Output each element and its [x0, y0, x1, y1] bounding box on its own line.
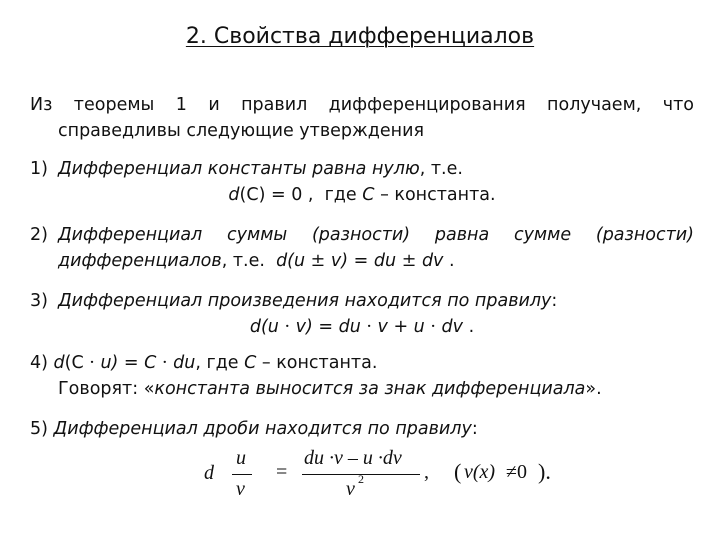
item-5-number: 5) [30, 419, 48, 439]
item-2-text: Дифференциал суммы (разности) равна сумме (разности) [58, 225, 694, 245]
item-5 [30, 416, 694, 442]
intro-line2: справедливы следующие утверждения [58, 121, 424, 141]
item-3-text: Дифференциал произведения находится по правилу [58, 291, 552, 311]
item-4-u: u) = C [100, 353, 157, 373]
item-3-formula-rhs: dv [441, 317, 463, 337]
quotient-d: d [204, 462, 214, 484]
item-4-where: , где [195, 353, 239, 373]
dot-operator: · [161, 353, 168, 373]
item-1-formula-c: C [362, 185, 375, 205]
quotient-denominator: v [346, 478, 355, 500]
quotient-formula [200, 446, 600, 506]
item-2-formula-lhs: d(u [276, 251, 306, 271]
item-3-formula-dot: . [468, 317, 475, 337]
dot-operator: · [430, 317, 436, 337]
quotient-numerator: du ·v – u ·dv [304, 447, 402, 469]
item-1-formula-d: d [228, 185, 240, 205]
item-2-formula-dot: . [448, 251, 455, 271]
item-4-tail: – константа. [261, 353, 378, 373]
item-4 [30, 350, 694, 376]
item-4-du: du [173, 353, 196, 373]
item-1-text: Дифференциал константы равна нулю [58, 159, 420, 179]
condition-open: ( [454, 459, 462, 484]
quotient-comma: , [424, 461, 429, 483]
condition-vx: v(x) [464, 461, 496, 483]
item-3-suffix: : [551, 291, 558, 311]
item-2-line2-rest: , т.е. [221, 251, 265, 271]
fraction-bar [232, 474, 252, 475]
item-4-saying [30, 376, 720, 402]
item-2-formula [276, 251, 443, 271]
item-1-formula-tail: – константа. [380, 185, 496, 205]
item-2-formula-rhs: dv [421, 251, 444, 271]
item-1-suffix: , т.е. [419, 159, 463, 179]
item-4-arg: (C [64, 353, 84, 373]
item-5-suffix: : [471, 419, 478, 439]
dot-operator: · [89, 353, 95, 373]
condition-close: ). [538, 459, 551, 484]
item-2-line2-italic: дифференциалов [58, 251, 222, 271]
item-3-formula [30, 314, 694, 340]
item-4-say-italic: константа выносится за знак дифференциала [154, 379, 586, 399]
item-4-c: C [244, 353, 257, 373]
equals-sign: = [276, 461, 288, 483]
plus-minus-symbol: ± [401, 251, 417, 271]
item-4-d: d [53, 353, 65, 373]
condition-not-equal: ≠0 [506, 461, 527, 483]
item-4-number: 4) [30, 353, 48, 373]
quotient-v: v [236, 478, 245, 500]
quotient-exponent: 2 [358, 472, 364, 486]
item-3-number: 3) [30, 291, 48, 311]
item-4-say-end: ». [585, 379, 602, 399]
item-2-line2 [30, 248, 720, 274]
item-1-formula-where: где [324, 185, 357, 205]
item-1-formula [30, 182, 694, 208]
item-2-formula-mid: v) = du [330, 251, 397, 271]
item-1 [30, 156, 694, 182]
item-4-say-label: Говорят: « [58, 379, 155, 399]
intro-line1: Из теоремы 1 и правил дифференцирования получаем, что [30, 95, 694, 115]
item-2-number: 2) [30, 225, 48, 245]
item-3-formula-mid2: v + u [377, 317, 425, 337]
dot-operator: · [284, 317, 291, 337]
item-2-line1 [30, 222, 694, 248]
item-3-formula-lhs: d(u [249, 317, 279, 337]
quotient-u: u [236, 447, 246, 469]
item-5-text: Дифференциал дроби находится по правилу [53, 419, 472, 439]
plus-minus-symbol: ± [310, 251, 326, 271]
item-3-formula-mid1: v) = du [295, 317, 361, 337]
item-3 [30, 288, 694, 314]
item-1-formula-arg: (C) = 0 , [239, 185, 314, 205]
page-title: 2. Свойства дифференциалов [185, 24, 535, 49]
item-1-number: 1) [30, 159, 48, 179]
dot-operator: · [366, 317, 372, 337]
